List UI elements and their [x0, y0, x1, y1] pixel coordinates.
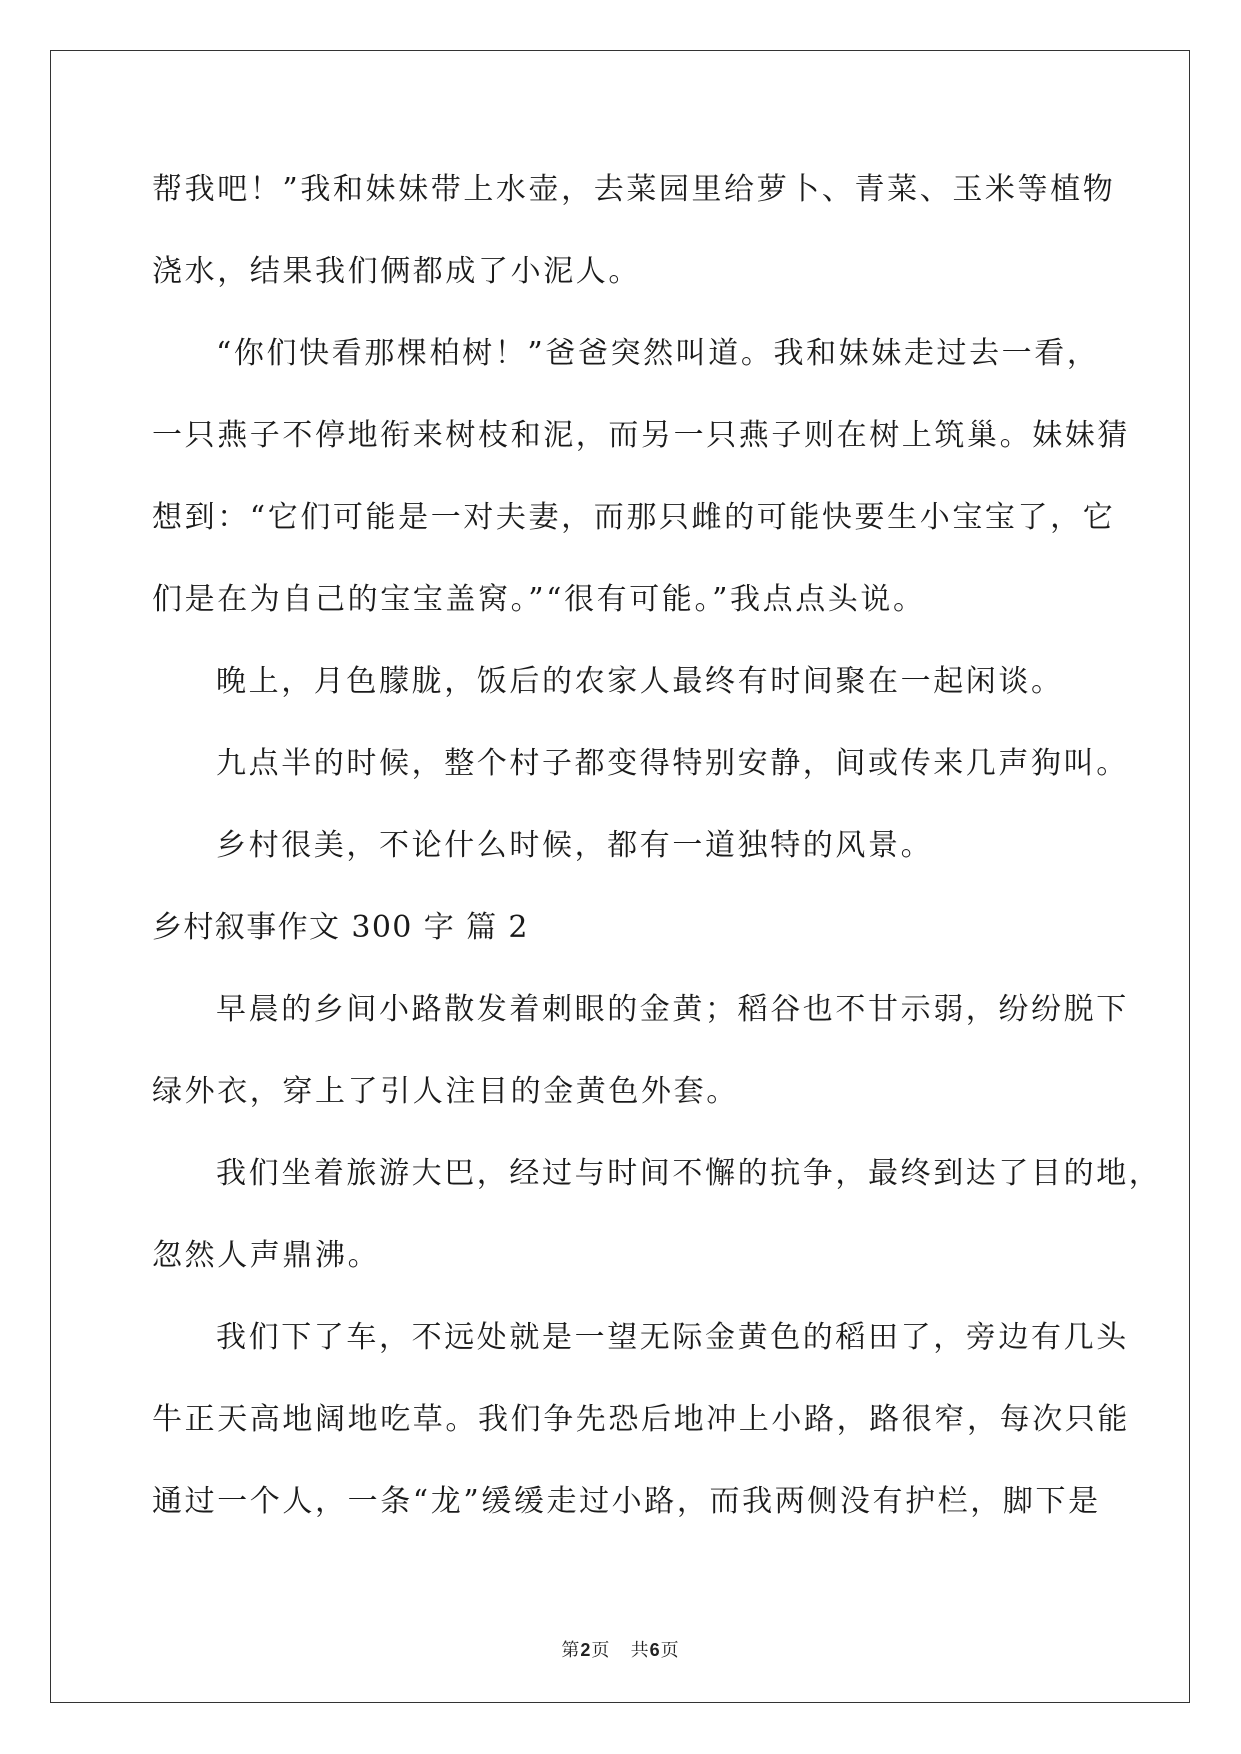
footer-middle: 页 共 — [591, 1640, 650, 1661]
paragraph-line: 晚上，月色朦胧，饭后的农家人最终有时间聚在一起闲谈。 — [216, 664, 1064, 699]
page-footer — [0, 1636, 1241, 1662]
text-line: 浇水，结果我们俩都成了小泥人。 — [152, 254, 641, 289]
document-body — [152, 160, 1162, 1554]
text-line: 牛正天高地阔地吃草。我们争先恐后地冲上小路，路很窄，每次只能 — [152, 1402, 1130, 1437]
text-line: 帮我吧！”我和妹妹带上水壶，去菜园里给萝卜、青菜、玉米等植物 — [152, 172, 1116, 207]
paragraph-line: 九点半的时候，整个村子都变得特别安静，间或传来几声狗叫。 — [216, 746, 1129, 781]
paragraph-line: “你们快看那棵柏树！”爸爸突然叫道。我和妹妹走过去一看， — [216, 336, 1100, 371]
text-line: 绿外衣，穿上了引人注目的金黄色外套。 — [152, 1074, 739, 1109]
text-line: 通过一个人，一条“龙”缓缓走过小路，而我两侧没有护栏，脚下是 — [152, 1484, 1101, 1519]
paragraph-line: 乡村很美，不论什么时候，都有一道独特的风景。 — [216, 828, 934, 863]
text-line: 们是在为自己的宝宝盖窝。”“很有可能。”我点点头说。 — [152, 582, 926, 617]
paragraph-line: 早晨的乡间小路散发着刺眼的金黄；稻谷也不甘示弱，纷纷脱下 — [216, 992, 1129, 1027]
text-line: 一只燕子不停地衔来树枝和泥，而另一只燕子则在树上筑巢。妹妹猜 — [152, 418, 1130, 453]
paragraph-line: 我们坐着旅游大巴，经过与时间不懈的抗争，最终到达了目的地， — [216, 1156, 1162, 1191]
footer-suffix: 页 — [660, 1640, 680, 1661]
total-page-number: 6 — [649, 1640, 661, 1660]
paragraph-line: 我们下了车，不远处就是一望无际金黄色的稻田了，旁边有几头 — [216, 1320, 1129, 1355]
footer-prefix: 第 — [561, 1640, 581, 1661]
text-line: 想到：“它们可能是一对夫妻，而那只雌的可能快要生小宝宝了，它 — [152, 500, 1116, 535]
text-line: 忽然人声鼎沸。 — [152, 1238, 381, 1273]
current-page-number: 2 — [580, 1640, 592, 1660]
section-heading: 乡村叙事作文 300 字 篇 2 — [152, 910, 529, 945]
